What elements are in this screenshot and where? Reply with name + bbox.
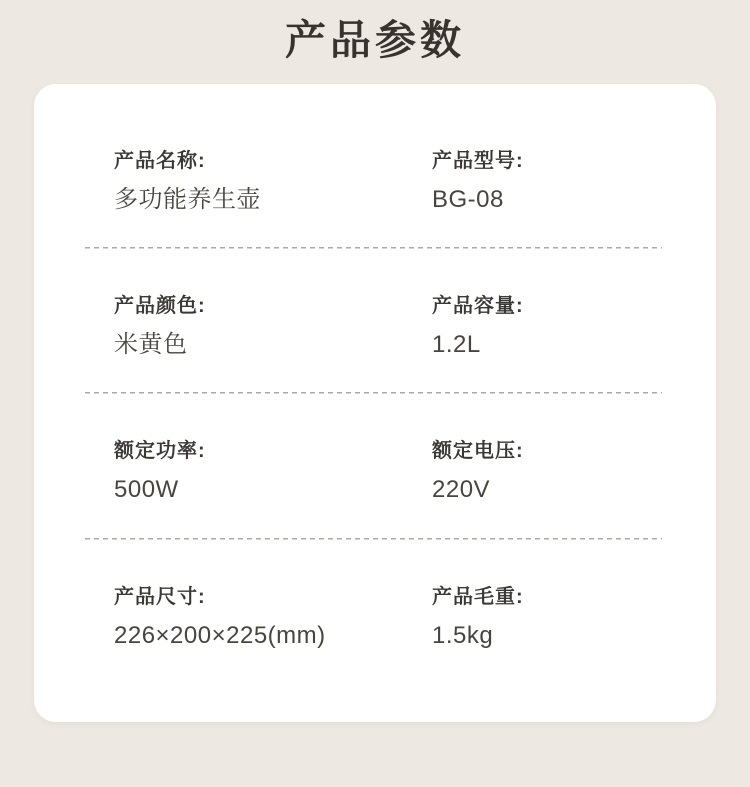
spec-row-power-voltage	[34, 438, 716, 505]
spec-value: 220V	[432, 476, 491, 504]
spec-value: 多功能养生壶	[114, 186, 261, 213]
spec-value: BG-08	[432, 186, 504, 213]
spec-label: 产品尺寸:	[114, 585, 206, 608]
spec-value: 500W	[114, 476, 179, 504]
spec-product-color	[114, 293, 432, 360]
dashed-divider	[85, 247, 662, 249]
spec-rated-power	[114, 438, 432, 505]
spec-label: 产品型号:	[432, 150, 524, 172]
spec-label: 额定电压:	[432, 440, 524, 463]
spec-value: 226×200×225(mm)	[114, 621, 326, 649]
dashed-divider	[85, 392, 662, 394]
spec-label: 产品毛重:	[432, 585, 524, 608]
spec-value: 1.5kg	[432, 621, 494, 649]
spec-row-name-model	[34, 148, 716, 215]
dashed-divider	[85, 538, 662, 540]
spec-rated-voltage	[432, 438, 662, 505]
spec-label: 产品颜色:	[114, 295, 206, 318]
spec-label: 额定功率:	[114, 440, 206, 463]
spec-product-gross-weight	[432, 584, 662, 651]
page-title: 产品参数	[285, 17, 465, 63]
spec-product-name	[114, 148, 432, 215]
spec-row-color-capacity	[34, 293, 716, 360]
spec-row-size-weight	[34, 584, 716, 651]
spec-product-model	[432, 148, 662, 215]
spec-label: 产品容量:	[432, 295, 524, 318]
spec-product-size	[114, 584, 432, 651]
spec-value: 米黄色	[114, 331, 188, 359]
spec-product-capacity	[432, 293, 662, 360]
spec-label: 产品名称:	[114, 150, 206, 172]
product-specs-card	[34, 84, 716, 722]
spec-value: 1.2L	[432, 331, 481, 359]
